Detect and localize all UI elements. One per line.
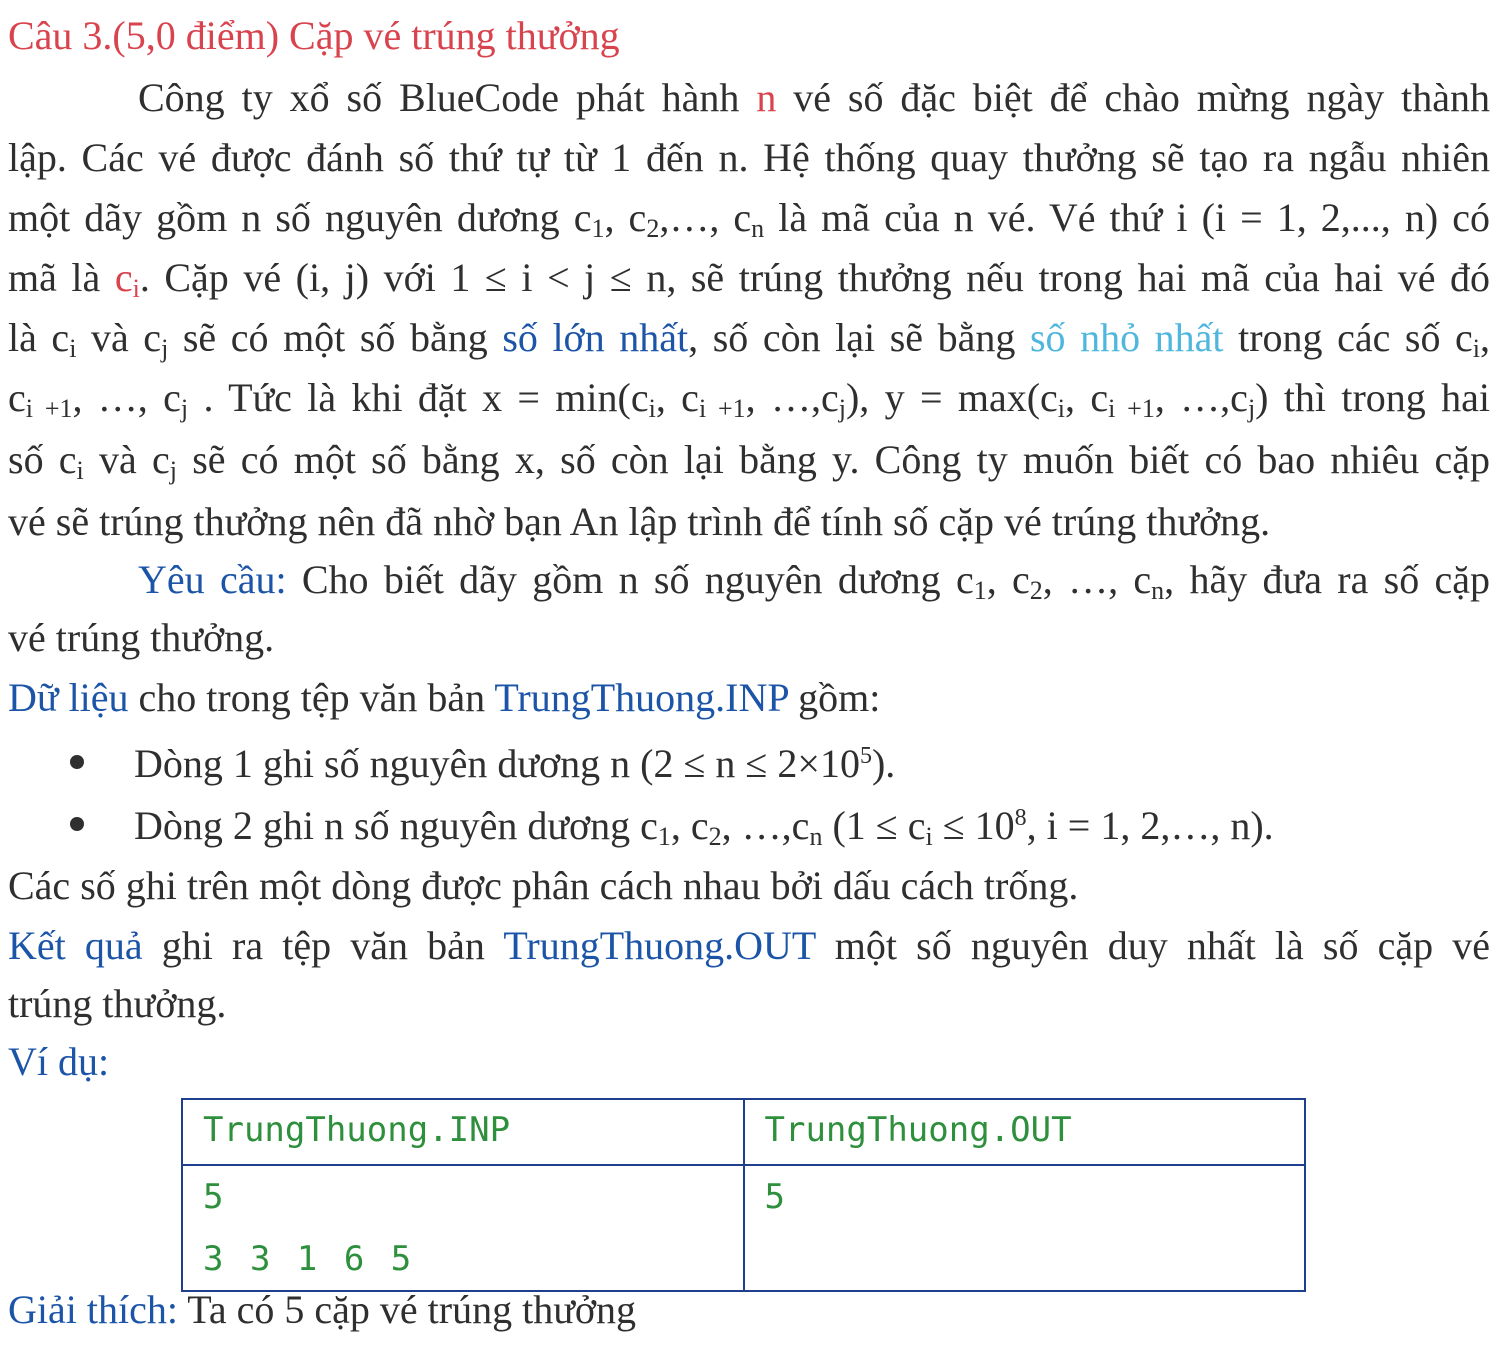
explanation: Giải thích: Ta có 5 cặp vé trúng thưởng [8, 1287, 637, 1332]
cell-inp [182, 1165, 744, 1291]
separator-note: Các số ghi trên một dòng được phân cách nhau bởi dấu cách trống. [8, 863, 1079, 908]
example-label: Ví dụ: [8, 1039, 110, 1084]
bullet-icon [70, 817, 84, 831]
inp-line-1: 5 [203, 1177, 224, 1217]
requirement-line-2: vé trúng thưởng. [8, 615, 275, 660]
paragraph-line-3: một dãy gồm n số nguyên dương $c_1$, $c_2,\dots$, $c_n$ là mã của n vé. Vé thứ i (i = 1, 2,..., n) có [8, 195, 1490, 243]
input-bullet-2: Dòng 2 ghi n số nguyên dương $c_1$, $c_2$, $\dots,c_n$ ($1 \le c_i \le 10^8$, i = 1, 2,…, n). [134, 803, 1274, 851]
out-line-1: 5 [764, 1177, 785, 1217]
header-inp: TrungThuong.INP [182, 1099, 744, 1165]
example-table [181, 1098, 1306, 1292]
paragraph-line-7: số $c_i$ và $c_j$ sẽ có một số bằng x, số còn lại bằng y. Công ty muốn biết có bao nhiêu cặp [8, 437, 1490, 485]
table-header-row [182, 1099, 1305, 1165]
requirement-line-1: Yêu cầu: Cho biết dãy gồm n số nguyên dương $c_1$, $c_2$, …, $c_n$, hãy đưa ra số cặp [138, 557, 1490, 605]
table-row [182, 1165, 1305, 1291]
paragraph-line-6: $c_{i +1}$, …, $c_j$ . Tức là khi đặt $x = \min(c_i$, $c_{i +1}$, $\dots,c_j$), $y = \max(c_i$, $c_{i +1}$, $\dots,c_j$) thì trong hai [8, 375, 1491, 423]
output-description: Kết quả ghi ra tệp văn bản TrungThuong.OUT một số nguyên duy nhất là số cặp vé [8, 923, 1491, 968]
paragraph-line-2: lập. Các vé được đánh số thứ tự từ 1 đến n. Hệ thống quay thưởng sẽ tạo ra ngẫu nhiên [8, 135, 1490, 180]
output-line-2: trúng thưởng. [8, 981, 227, 1026]
paragraph-line-1: Công ty xổ số BlueCode phát hành n vé số đặc biệt để chào mừng ngày thành [138, 75, 1490, 120]
cell-out [744, 1165, 1306, 1291]
header-out: TrungThuong.OUT [744, 1099, 1306, 1165]
inp-line-2: 3 3 1 6 5 [203, 1239, 412, 1279]
bullet-icon [70, 755, 84, 769]
paragraph-line-5: là $c_i$ và $c_j$ sẽ có một số bằng số lớn nhất, số còn lại sẽ bằng số nhỏ nhất trong các số $c_i$, [8, 315, 1491, 363]
paragraph-line-8: vé sẽ trúng thưởng nên đã nhờ bạn An lập trình để tính số cặp vé trúng thưởng. [8, 499, 1271, 544]
problem-title: Câu 3.(5,0 điểm) Cặp vé trúng thưởng [8, 13, 620, 58]
paragraph-line-4: mã là $c_i$. Cặp vé (i, j) với 1 ≤ i < j ≤ n, sẽ trúng thưởng nếu trong hai mã của hai vé đó [8, 255, 1491, 303]
input-bullet-1: Dòng 1 ghi số nguyên dương n $(2 \le n \le 2\times 10^5)$. [134, 741, 896, 786]
input-description: Dữ liệu cho trong tệp văn bản TrungThuong.INP gồm: [8, 675, 881, 720]
